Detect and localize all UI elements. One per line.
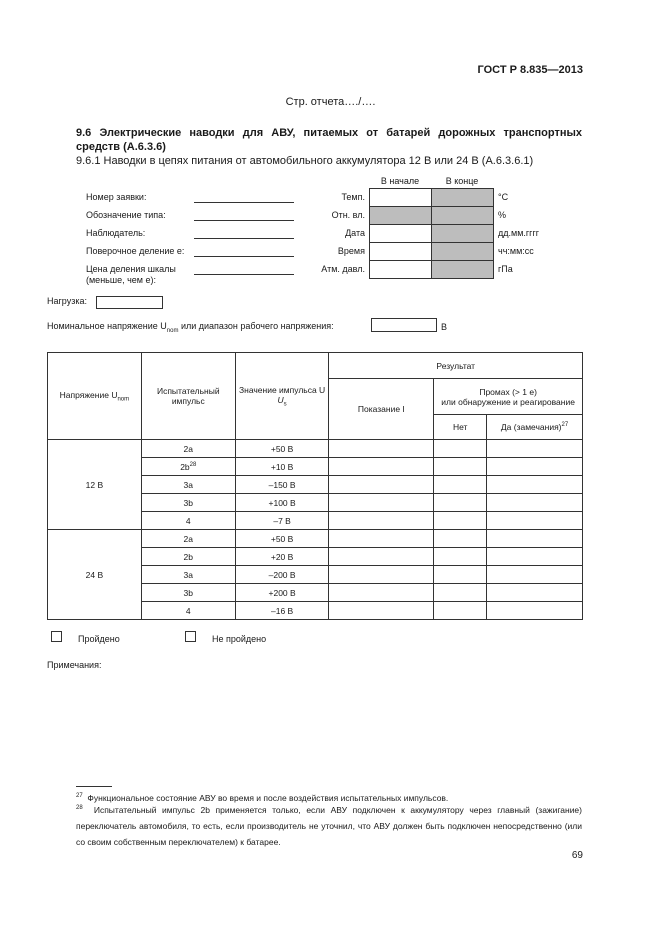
env-unit: чч:мм:сс — [498, 246, 534, 256]
value-unit-symbol: $U_s$ — [277, 394, 287, 408]
pulse-cell: 3a — [141, 566, 235, 584]
header-fault: Промах (> 1 e) или обнаружение и реагирование — [434, 379, 583, 415]
voltage-label: Номинальное напряжение $U_{nom}$ или диапазон рабочего напряжения: — [47, 321, 334, 334]
yes-cell[interactable] — [487, 458, 583, 476]
pulse-cell: 3b — [141, 584, 235, 602]
no-cell[interactable] — [434, 548, 487, 566]
header-pulse: Испытательный импульс — [141, 353, 235, 440]
header-yes: Да (замечания)$^{27}$ — [487, 415, 583, 440]
no-cell[interactable] — [434, 458, 487, 476]
header-no: Нет — [434, 415, 487, 440]
reading-cell[interactable] — [329, 530, 434, 548]
passed-label: Пройдено — [78, 634, 120, 644]
pulse-cell: 2b — [141, 548, 235, 566]
yes-cell[interactable] — [487, 548, 583, 566]
notes-label: Примечания: — [47, 660, 102, 670]
reading-cell[interactable] — [329, 602, 434, 620]
yes-cell[interactable] — [487, 512, 583, 530]
pulse-cell: $2b^{28}$ — [141, 458, 235, 476]
table-row — [48, 530, 583, 548]
value-cell: +200 В — [235, 584, 329, 602]
header-value: Значение импульса U $U_s$ — [235, 353, 329, 440]
env-unit: дд.мм.гггг — [498, 228, 540, 238]
pulse-cell: 3b — [141, 494, 235, 512]
passed-checkbox[interactable] — [51, 631, 62, 642]
value-cell: –200 В — [235, 566, 329, 584]
env-unit: гПа — [498, 264, 513, 274]
standard-number: ГОСТ Р 8.835—2013 — [477, 64, 583, 76]
pulse-cell: 4 — [141, 602, 235, 620]
footnote-27: $^{27}$ Функциональное состояние АВУ во время и после воздействия испытательных импульсов. — [76, 792, 449, 803]
no-cell[interactable] — [434, 584, 487, 602]
no-cell[interactable] — [434, 494, 487, 512]
results-body — [48, 440, 583, 620]
voltage-cell: 12 В — [48, 440, 142, 530]
env-label: Время — [337, 246, 365, 256]
yes-cell[interactable] — [487, 440, 583, 458]
reading-cell[interactable] — [329, 548, 434, 566]
field-label-application: Номер заявки: — [86, 192, 147, 202]
field-line-verification[interactable] — [194, 256, 294, 257]
section-heading: 9.6 Электрические наводки для АВУ, питаемых от батарей дорожных транспортных средств (А.6.3.6) — [76, 127, 582, 153]
env-col-start: В начале — [380, 176, 420, 186]
failed-checkbox[interactable] — [185, 631, 196, 642]
header-reading: Показание I — [329, 379, 434, 440]
env-col-end: В конце — [445, 176, 479, 186]
yes-cell[interactable] — [487, 494, 583, 512]
env-end-cell — [431, 188, 494, 207]
header-result: Результат — [329, 353, 583, 379]
value-cell: +50 В — [235, 530, 329, 548]
table-row — [48, 440, 583, 458]
footnote-divider — [76, 786, 112, 787]
yes-cell[interactable] — [487, 530, 583, 548]
no-cell[interactable] — [434, 602, 487, 620]
field-line-application[interactable] — [194, 202, 294, 203]
results-table — [47, 352, 583, 620]
pulse-cell: 2a — [141, 440, 235, 458]
env-start-cell[interactable] — [369, 260, 432, 279]
field-line-observer[interactable] — [194, 238, 294, 239]
no-cell[interactable] — [434, 512, 487, 530]
reading-cell[interactable] — [329, 512, 434, 530]
page-number: 69 — [571, 850, 583, 861]
env-label: Темп. — [341, 192, 365, 202]
pulse-cell: 2a — [141, 530, 235, 548]
no-cell[interactable] — [434, 476, 487, 494]
yes-cell[interactable] — [487, 476, 583, 494]
reading-cell[interactable] — [329, 476, 434, 494]
value-cell: –16 В — [235, 602, 329, 620]
env-end-cell — [431, 260, 494, 279]
header-voltage: Напряжение $U_{nom}$ — [48, 353, 142, 440]
reading-cell[interactable] — [329, 458, 434, 476]
env-end-cell — [431, 206, 494, 225]
yes-cell[interactable] — [487, 566, 583, 584]
field-label-type: Обозначение типа: — [86, 210, 166, 220]
reading-cell[interactable] — [329, 566, 434, 584]
no-cell[interactable] — [434, 530, 487, 548]
reading-cell[interactable] — [329, 494, 434, 512]
yes-cell[interactable] — [487, 584, 583, 602]
value-cell: +100 В — [235, 494, 329, 512]
report-page-ref: Стр. отчета…./…. — [285, 96, 376, 108]
env-unit: °C — [498, 192, 509, 202]
voltage-input[interactable] — [371, 318, 437, 332]
load-label: Нагрузка: — [47, 296, 87, 306]
reading-cell[interactable] — [329, 440, 434, 458]
pulse-cell: 3a — [141, 476, 235, 494]
env-label: Дата — [345, 228, 365, 238]
field-label-scale-interval: Цена деления шкалы (меньше, чем e): — [86, 264, 176, 285]
load-input[interactable] — [96, 296, 163, 309]
env-end-cell — [431, 224, 494, 243]
env-start-cell[interactable] — [369, 242, 432, 261]
footnote-28: $^{28}$ Испытательный импульс 2b применяется только, если АВУ подключен к аккумулятору через главный (зажигание) переключатель автомобиля, то есть, если производитель не уточнил, что АВУ должен быть подключен непосредственно (или со своим собственным переключателем) к батарее. — [76, 804, 582, 847]
field-line-scale-interval[interactable] — [194, 274, 294, 275]
voltage-cell: 24 В — [48, 530, 142, 620]
env-label: Отн. вл. — [331, 210, 365, 220]
field-label-observer: Наблюдатель: — [86, 228, 146, 238]
failed-label: Не пройдено — [212, 634, 267, 644]
reading-cell[interactable] — [329, 584, 434, 602]
pulse-cell: 4 — [141, 512, 235, 530]
env-unit: % — [498, 210, 507, 220]
subsection-heading: 9.6.1 Наводки в цепях питания от автомобильного аккумулятора 12 В или 24 В (А.6.3.6.1) — [76, 155, 534, 167]
env-start-cell — [369, 206, 432, 225]
voltage-unit: В — [441, 322, 448, 332]
no-cell[interactable] — [434, 566, 487, 584]
env-end-cell — [431, 242, 494, 261]
env-label: Атм. давл. — [321, 264, 365, 274]
value-cell: –150 В — [235, 476, 329, 494]
value-cell: +10 В — [235, 458, 329, 476]
env-start-cell[interactable] — [369, 224, 432, 243]
value-cell: –7 В — [235, 512, 329, 530]
field-line-type[interactable] — [194, 220, 294, 221]
field-label-verification: Поверочное деление e: — [86, 246, 185, 256]
no-cell[interactable] — [434, 440, 487, 458]
yes-cell[interactable] — [487, 602, 583, 620]
value-cell: +50 В — [235, 440, 329, 458]
env-start-cell[interactable] — [369, 188, 432, 207]
value-cell: +20 В — [235, 548, 329, 566]
